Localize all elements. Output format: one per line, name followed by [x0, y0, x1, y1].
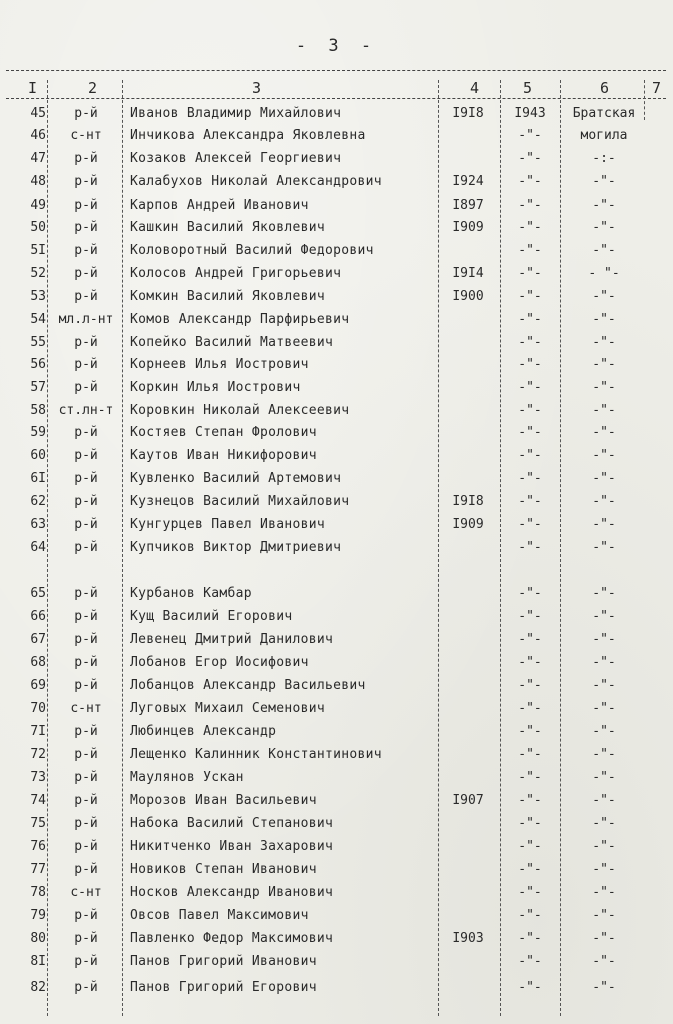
row-name: Калабухов Николай Александрович — [130, 174, 382, 189]
row-name: Иванов Владимир Михайлович — [130, 106, 342, 121]
row-name: Лещенко Калинник Константинович — [130, 747, 382, 762]
row-rank: р-й — [74, 980, 98, 995]
row-number: 46 — [30, 128, 46, 143]
table-row — [0, 471, 673, 493]
row-birth-year: I900 — [452, 289, 484, 304]
row-rank: р-й — [74, 954, 98, 969]
row-death-year: -"- — [518, 128, 542, 143]
row-burial-place: -"- — [592, 448, 616, 463]
row-name: Коркин Илья Иострович — [130, 380, 301, 395]
row-burial-place: -:- — [592, 151, 616, 166]
row-death-year: -"- — [518, 839, 542, 854]
row-number: 66 — [30, 609, 46, 624]
row-name: Колосов Андрей Григорьевич — [130, 266, 342, 281]
row-rank: р-й — [74, 724, 98, 739]
row-death-year: -"- — [518, 494, 542, 509]
row-name: Любинцев Александр — [130, 724, 277, 739]
row-name: Панов Григорий Егорович — [130, 980, 317, 995]
row-burial-place: -"- — [592, 586, 616, 601]
row-name: Карпов Андрей Иванович — [130, 198, 309, 213]
table-row — [0, 862, 673, 884]
table-row — [0, 632, 673, 654]
row-rank: р-й — [74, 198, 98, 213]
row-number: 48 — [30, 174, 46, 189]
row-burial-place: -"- — [592, 770, 616, 785]
row-name: Никитченко Иван Захарович — [130, 839, 334, 854]
row-rank: р-й — [74, 655, 98, 670]
row-rank: р-й — [74, 243, 98, 258]
row-death-year: -"- — [518, 632, 542, 647]
row-death-year: -"- — [518, 586, 542, 601]
row-death-year: -"- — [518, 793, 542, 808]
row-rank: р-й — [74, 151, 98, 166]
row-number: 73 — [30, 770, 46, 785]
row-number: 57 — [30, 380, 46, 395]
row-birth-year: I897 — [452, 198, 484, 213]
row-death-year: -"- — [518, 289, 542, 304]
row-rank: р-й — [74, 540, 98, 555]
row-number: 54 — [30, 312, 46, 327]
row-name: Каутов Иван Никифорович — [130, 448, 317, 463]
row-birth-year: I909 — [452, 517, 484, 532]
table-row — [0, 931, 673, 953]
row-number: 72 — [30, 747, 46, 762]
row-burial-place: -"- — [592, 816, 616, 831]
table-row — [0, 128, 673, 150]
row-rank: р-й — [74, 335, 98, 350]
table-row — [0, 885, 673, 907]
header-col-4: 4 — [470, 79, 480, 97]
header-top-rule — [6, 70, 666, 71]
row-burial-place: -"- — [592, 908, 616, 923]
row-rank: р-й — [74, 586, 98, 601]
row-name: Корнеев Илья Иострович — [130, 357, 309, 372]
row-number: 62 — [30, 494, 46, 509]
row-number: 67 — [30, 632, 46, 647]
header-col-3: 3 — [252, 79, 262, 97]
header-col-1: I — [28, 79, 38, 97]
row-death-year: -"- — [518, 678, 542, 693]
table-row — [0, 609, 673, 631]
row-death-year: -"- — [518, 312, 542, 327]
row-number: 7I — [30, 724, 46, 739]
row-rank: р-й — [74, 106, 98, 121]
row-number: 63 — [30, 517, 46, 532]
row-burial-place: -"- — [592, 312, 616, 327]
row-rank: р-й — [74, 908, 98, 923]
row-rank: р-й — [74, 747, 98, 762]
table-row — [0, 494, 673, 516]
row-rank: р-й — [74, 862, 98, 877]
table-row — [0, 198, 673, 220]
row-number: 78 — [30, 885, 46, 900]
row-death-year: -"- — [518, 931, 542, 946]
row-rank: р-й — [74, 380, 98, 395]
table-row — [0, 678, 673, 700]
row-number: 55 — [30, 335, 46, 350]
row-birth-year: I9I8 — [452, 106, 484, 121]
row-death-year: -"- — [518, 908, 542, 923]
row-number: 59 — [30, 425, 46, 440]
table-row — [0, 540, 673, 562]
row-name: Лобанцов Александр Васильевич — [130, 678, 366, 693]
row-number: 74 — [30, 793, 46, 808]
table-row — [0, 174, 673, 196]
row-number: 50 — [30, 220, 46, 235]
row-rank: р-й — [74, 266, 98, 281]
row-birth-year: I909 — [452, 220, 484, 235]
row-burial-place: -"- — [592, 471, 616, 486]
row-name: Носков Александр Иванович — [130, 885, 334, 900]
row-number: 53 — [30, 289, 46, 304]
table-row — [0, 266, 673, 288]
row-rank: с-нт — [70, 885, 102, 900]
row-number: 47 — [30, 151, 46, 166]
row-burial-place: -"- — [592, 885, 616, 900]
row-death-year: -"- — [518, 980, 542, 995]
row-burial-place: -"- — [592, 243, 616, 258]
table-row — [0, 220, 673, 242]
row-burial-place: Братская — [572, 106, 636, 121]
row-birth-year: I9I4 — [452, 266, 484, 281]
row-name: Овсов Павел Максимович — [130, 908, 309, 923]
row-rank: ст.лн-т — [58, 403, 114, 418]
table-row — [0, 380, 673, 402]
table-row — [0, 151, 673, 173]
row-death-year: -"- — [518, 151, 542, 166]
row-name: Набока Василий Степанович — [130, 816, 334, 831]
row-number: 80 — [30, 931, 46, 946]
row-burial-place: -"- — [592, 609, 616, 624]
table-row — [0, 335, 673, 357]
row-death-year: -"- — [518, 724, 542, 739]
row-rank: р-й — [74, 425, 98, 440]
row-burial-place: -"- — [592, 655, 616, 670]
row-number: 77 — [30, 862, 46, 877]
row-number: 76 — [30, 839, 46, 854]
row-death-year: -"- — [518, 425, 542, 440]
row-number: 8I — [30, 954, 46, 969]
row-burial-place: -"- — [592, 931, 616, 946]
row-number: 75 — [30, 816, 46, 831]
row-burial-place: -"- — [592, 494, 616, 509]
row-death-year: -"- — [518, 403, 542, 418]
row-rank: с-нт — [70, 128, 102, 143]
row-number: 69 — [30, 678, 46, 693]
table-row — [0, 357, 673, 379]
row-burial-place: -"- — [592, 747, 616, 762]
row-rank: р-й — [74, 609, 98, 624]
table-row — [0, 839, 673, 861]
row-name: Копейко Василий Матвеевич — [130, 335, 334, 350]
row-rank: р-й — [74, 220, 98, 235]
row-name: Кувленко Василий Артемович — [130, 471, 342, 486]
row-death-year: -"- — [518, 174, 542, 189]
row-number: 64 — [30, 540, 46, 555]
row-name: Кашкин Василий Яковлевич — [130, 220, 326, 235]
row-burial-place: -"- — [592, 403, 616, 418]
row-number: 79 — [30, 908, 46, 923]
row-death-year: -"- — [518, 471, 542, 486]
header-bottom-rule — [6, 98, 666, 99]
row-burial-place: -"- — [592, 724, 616, 739]
page-number: - 3 - — [295, 36, 378, 56]
row-death-year: -"- — [518, 357, 542, 372]
row-number: 49 — [30, 198, 46, 213]
row-burial-place: -"- — [592, 954, 616, 969]
row-rank: р-й — [74, 839, 98, 854]
row-rank: р-й — [74, 678, 98, 693]
table-row — [0, 243, 673, 265]
row-name: Коровкин Николай Алексеевич — [130, 403, 350, 418]
row-number: 82 — [30, 980, 46, 995]
row-death-year: -"- — [518, 380, 542, 395]
row-death-year: -"- — [518, 701, 542, 716]
row-name: Курбанов Камбар — [130, 586, 252, 601]
row-death-year: -"- — [518, 885, 542, 900]
row-death-year: -"- — [518, 335, 542, 350]
row-death-year: -"- — [518, 266, 542, 281]
row-name: Кунгурцев Павел Иванович — [130, 517, 326, 532]
table-row — [0, 747, 673, 769]
table-row — [0, 908, 673, 930]
row-death-year: -"- — [518, 816, 542, 831]
row-name: Левенец Дмитрий Данилович — [130, 632, 334, 647]
row-number: 60 — [30, 448, 46, 463]
row-burial-place: -"- — [592, 701, 616, 716]
row-name: Костяев Степан Фролович — [130, 425, 317, 440]
row-name: Лобанов Егор Иосифович — [130, 655, 309, 670]
row-death-year: -"- — [518, 220, 542, 235]
row-burial-place: -"- — [592, 198, 616, 213]
row-rank: р-й — [74, 517, 98, 532]
row-name: Маулянов Ускан — [130, 770, 244, 785]
row-burial-place: -"- — [592, 174, 616, 189]
row-burial-place: -"- — [592, 220, 616, 235]
row-number: 65 — [30, 586, 46, 601]
row-burial-place: -"- — [592, 839, 616, 854]
row-burial-place: -"- — [592, 425, 616, 440]
row-number: 45 — [30, 106, 46, 121]
row-death-year: -"- — [518, 747, 542, 762]
row-number: 68 — [30, 655, 46, 670]
row-rank: р-й — [74, 174, 98, 189]
row-name: Новиков Степан Иванович — [130, 862, 317, 877]
table-row — [0, 655, 673, 677]
row-rank: мл.л-нт — [58, 312, 114, 327]
table-row — [0, 425, 673, 447]
row-death-year: -"- — [518, 609, 542, 624]
row-number: 52 — [30, 266, 46, 281]
table-row — [0, 517, 673, 539]
table-row — [0, 770, 673, 792]
row-burial-place: -"- — [592, 335, 616, 350]
row-death-year: I943 — [514, 106, 546, 121]
row-rank: р-й — [74, 357, 98, 372]
row-death-year: -"- — [518, 448, 542, 463]
row-burial-place: -"- — [592, 517, 616, 532]
table-row — [0, 289, 673, 311]
table-row — [0, 106, 673, 128]
row-death-year: -"- — [518, 770, 542, 785]
table-row — [0, 448, 673, 470]
row-burial-place: -"- — [592, 862, 616, 877]
row-burial-place: -"- — [592, 380, 616, 395]
table-row — [0, 403, 673, 425]
row-burial-place: -"- — [592, 540, 616, 555]
row-birth-year: I9I8 — [452, 494, 484, 509]
table-row — [0, 793, 673, 815]
table-row — [0, 701, 673, 723]
row-name: Кущ Василий Егорович — [130, 609, 293, 624]
row-number: 56 — [30, 357, 46, 372]
row-rank: р-й — [74, 289, 98, 304]
row-name: Комов Александр Парфирьевич — [130, 312, 350, 327]
row-rank: р-й — [74, 448, 98, 463]
row-death-year: -"- — [518, 198, 542, 213]
row-name: Козаков Алексей Георгиевич — [130, 151, 342, 166]
row-birth-year: I907 — [452, 793, 484, 808]
row-death-year: -"- — [518, 655, 542, 670]
row-burial-place: -"- — [592, 793, 616, 808]
row-name: Комкин Василий Яковлевич — [130, 289, 326, 304]
row-death-year: -"- — [518, 517, 542, 532]
row-birth-year: I924 — [452, 174, 484, 189]
row-rank: р-й — [74, 494, 98, 509]
row-burial-place: -"- — [592, 289, 616, 304]
row-burial-place: - "- — [588, 266, 620, 281]
row-name: Кузнецов Василий Михайлович — [130, 494, 350, 509]
header-col-7: 7 — [652, 79, 662, 97]
row-rank: р-й — [74, 471, 98, 486]
row-rank: с-нт — [70, 701, 102, 716]
row-rank: р-й — [74, 931, 98, 946]
row-name: Купчиков Виктор Дмитриевич — [130, 540, 342, 555]
row-number: 6I — [30, 471, 46, 486]
row-name: Панов Григорий Иванович — [130, 954, 317, 969]
row-name: Коловоротный Василий Федорович — [130, 243, 374, 258]
table-row — [0, 816, 673, 838]
header-col-6: 6 — [600, 79, 610, 97]
row-death-year: -"- — [518, 954, 542, 969]
row-number: 70 — [30, 701, 46, 716]
table-row — [0, 980, 673, 1002]
row-rank: р-й — [74, 816, 98, 831]
row-burial-place: -"- — [592, 357, 616, 372]
row-burial-place: могила — [580, 128, 628, 143]
row-rank: р-й — [74, 793, 98, 808]
header-col-2: 2 — [88, 79, 98, 97]
row-name: Луговых Михаил Семенович — [130, 701, 326, 716]
table-row — [0, 954, 673, 976]
table-row — [0, 724, 673, 746]
row-burial-place: -"- — [592, 980, 616, 995]
row-birth-year: I903 — [452, 931, 484, 946]
row-death-year: -"- — [518, 862, 542, 877]
header-col-5: 5 — [523, 79, 533, 97]
row-number: 58 — [30, 403, 46, 418]
row-name: Павленко Федор Максимович — [130, 931, 334, 946]
row-number: 5I — [30, 243, 46, 258]
row-burial-place: -"- — [592, 632, 616, 647]
row-burial-place: -"- — [592, 678, 616, 693]
row-name: Морозов Иван Васильевич — [130, 793, 317, 808]
table-row — [0, 586, 673, 608]
row-rank: р-й — [74, 632, 98, 647]
row-name: Инчикова Александра Яковлевна — [130, 128, 366, 143]
row-death-year: -"- — [518, 540, 542, 555]
table-row — [0, 312, 673, 334]
row-rank: р-й — [74, 770, 98, 785]
row-death-year: -"- — [518, 243, 542, 258]
